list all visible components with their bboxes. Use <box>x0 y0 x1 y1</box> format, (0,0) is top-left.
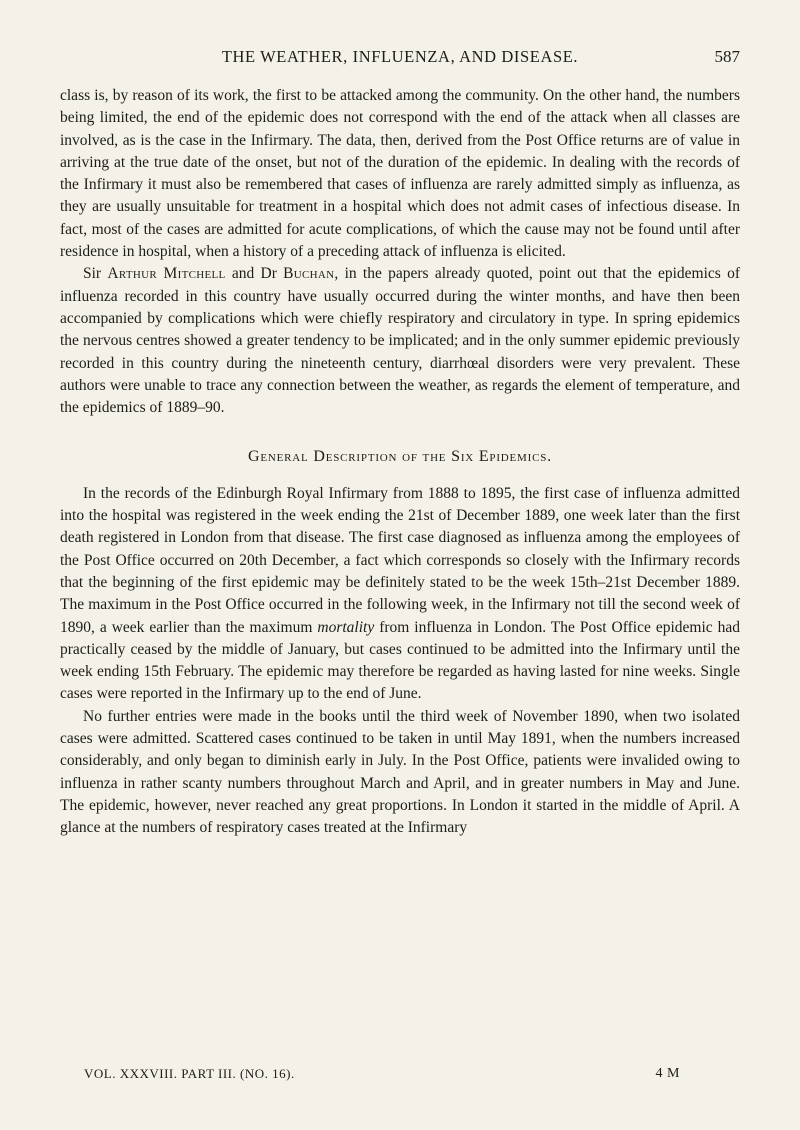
paragraph-3-part-a: In the records of the Edinburgh Royal Infirmary from 1888 to 1895, the first case of influenza admitted into the hospital was registered in the week ending the 21st of December 1889, one week later than the first death registered in London from that disease. The first case diagnosed as influenza among the employees of the Post Office occurred on 20th December, a fact which corresponds so closely with the Infirmary records that the beginning of the first epidemic may be definitely stated to be the week 15th–21st December 1889. The maximum in the Post Office occurred in the following week, in the Infirmary not till the second week of 1890, a week earlier than the maximum <box>60 484 740 636</box>
author-name-buchan: Buchan <box>283 265 335 283</box>
paragraph-1: class is, by reason of its work, the first to be attacked among the community. On the other hand, the numbers being limited, the end of the epidemic does not correspond with the end of the attack when all classes are involved, as is the case in the Infirmary. The data, then, derived from the Post Office returns are of value in arriving at the true date of the onset, but not of the duration of the epidemic. In dealing with the records of the Infirmary it must also be remembered that cases of influenza are rarely admitted simply as influenza, as they are usually unsuitable for treatment in a hospital which does not admit cases of infectious disease. In fact, most of the cases are admitted for acute complications, of which the cause may not be found until after residence in hospital, when a history of a preceding attack of influenza is elicited. <box>60 87 740 261</box>
paragraph-2-sir: Sir <box>83 265 102 283</box>
page-number: 587 <box>714 47 740 66</box>
signature-mark: 4 M <box>655 1066 680 1081</box>
paragraph-3 <box>60 483 740 706</box>
paragraph-2-and: and Dr <box>231 265 277 283</box>
page-footer <box>60 1066 740 1086</box>
body-text <box>60 85 740 840</box>
volume-line: VOL. XXXVIII. PART III. (NO. 16). <box>84 1066 295 1081</box>
running-head <box>60 47 740 71</box>
author-name-mitchell: Arthur Mitchell <box>107 265 226 283</box>
paragraph-4: No further entries were made in the books until the third week of November 1890, when two isolated cases were admitted. Scattered cases continued to be taken in until May 1891, when the numbers increased considerably, and only began to diminish early in July. In the Post Office, patients were invalided owing to influenza in rather scanty numbers throughout March and April, and in greater numbers in May and June. The epidemic, however, never reached any great proportions. In London it started in the middle of April. A glance at the numbers of respiratory cases treated at the Infirmary <box>60 707 740 837</box>
paragraph-2-rest: , in the papers already quoted, point out that the epidemics of influenza recorded in this country have usually occurred during the winter months, and have then been accompanied by complications which were chiefly respiratory and circulatory in type. In spring epidemics the nervous centres showed a greater tendency to be implicated; and in the only summer epidemic previously recorded in this country during the nineteenth century, diarrhœal disorders were very prevalent. These authors were unable to trace any connection between the weather, as regards the element of temperature, and the epidemics of 1889–90. <box>60 265 741 417</box>
paragraph-2 <box>60 263 740 419</box>
running-title: THE WEATHER, INFLUENZA, AND DISEASE. <box>221 47 579 66</box>
italic-mortality: mortality <box>317 618 375 636</box>
section-heading: General Description of the Six Epidemics. <box>248 448 552 466</box>
paragraph-3-part-b: from influenza in London. The Post Office epidemic had practically ceased by the middle of January, but cases continued to be admitted into the Infirmary until the week ending 15th February. The epidemic may therefore be regarded as having lasted for nine weeks. Single cases were reported in the Infirmary up to the end of June. <box>60 618 740 703</box>
